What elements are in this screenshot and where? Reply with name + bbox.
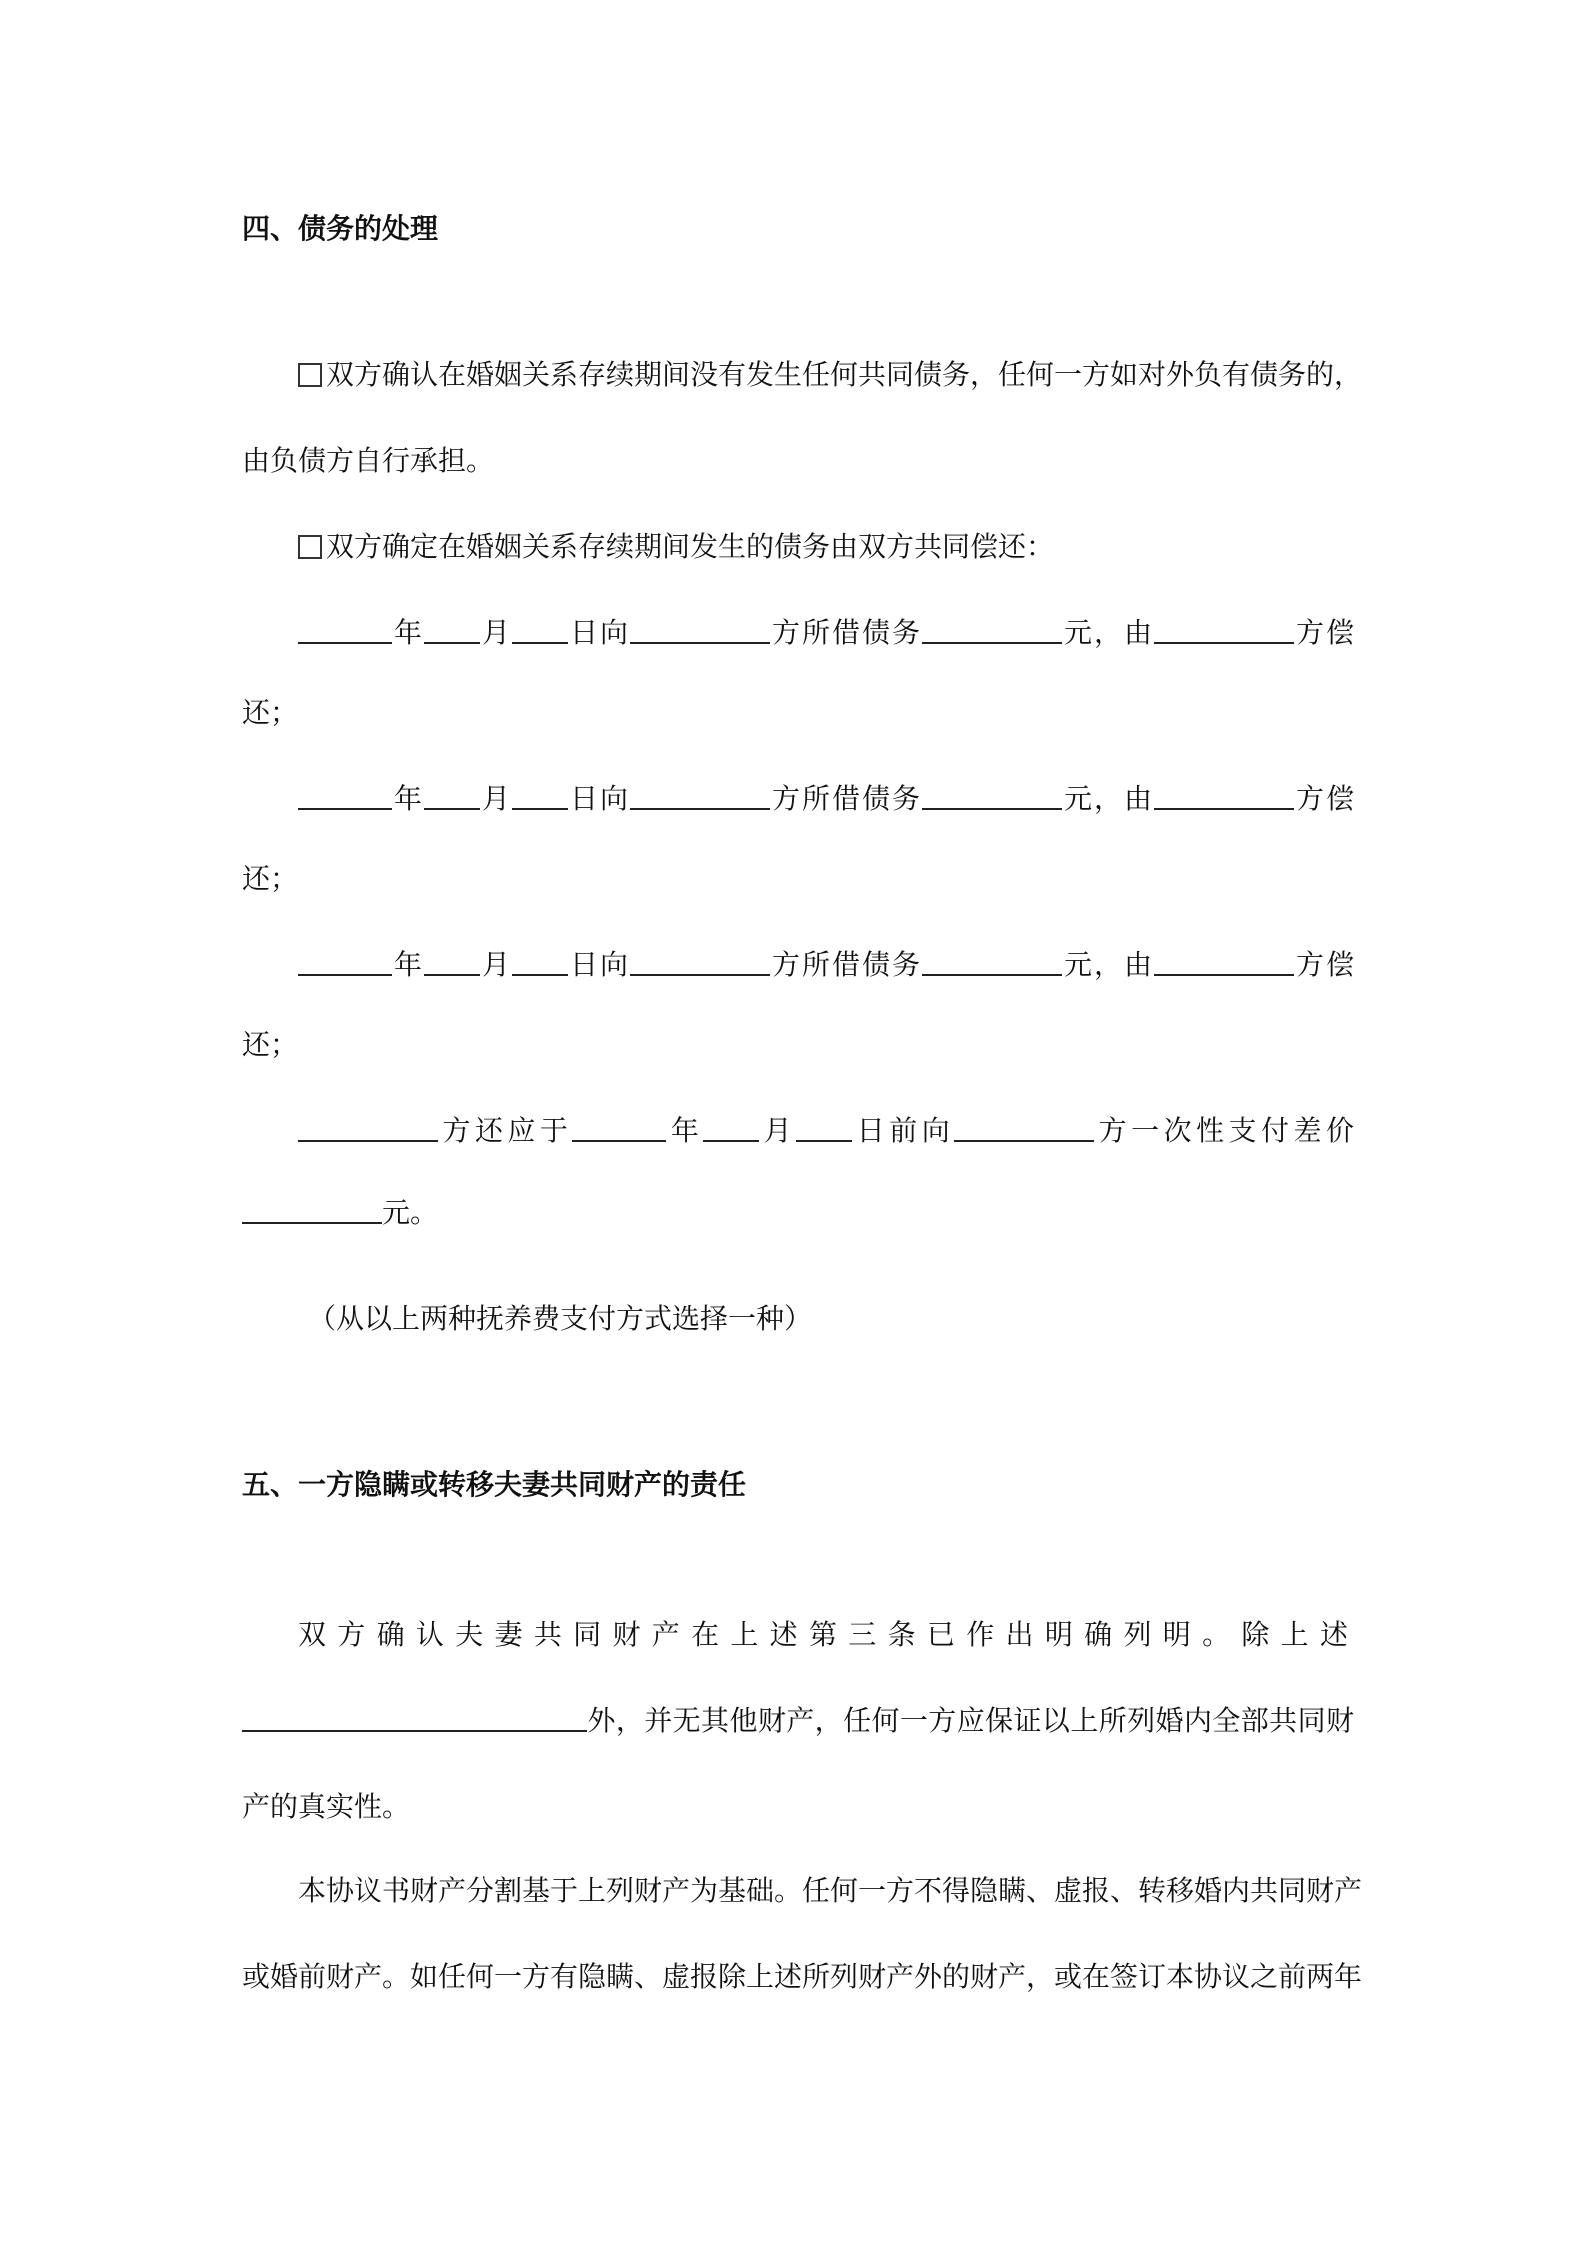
section-5-para-1-line-2: 外，并无其他财产，任何一方应保证以上所列婚内全部共同财 (242, 1701, 1354, 1741)
year-blank[interactable] (298, 780, 392, 810)
debt-option-2 (242, 527, 1354, 567)
day-blank[interactable] (512, 614, 568, 644)
debt-row-cont: 还； (242, 1028, 299, 1061)
checkbox-joint-debt[interactable] (298, 535, 322, 559)
section-5-heading: 五、一方隐瞒或转移夫妻共同财产的责任 (242, 1468, 747, 1501)
section-5-para-2-line-2: 或婚前财产。如任何一方有隐瞒、虚报除上述所列财产外的财产，或在签订本协议之前两年 (242, 1960, 1363, 1993)
payee-blank[interactable] (954, 1112, 1094, 1142)
repayer-blank[interactable] (1154, 614, 1294, 644)
amount-blank[interactable] (922, 614, 1062, 644)
difference-amount-blank[interactable] (242, 1194, 382, 1224)
debt-option-2-text: 双方确定在婚姻关系存续期间发生的债务由双方共同偿还： (326, 530, 1055, 563)
section-5-para-2: 本协议书财产分割基于上列财产为基础。任何一方不得隐瞒、虚报、转移婚内共同财产 (298, 1874, 1363, 1907)
payment-line: 方还应于 年 月 日前向 方一次性支付差价 (242, 1111, 1354, 1151)
debt-row: 年 月 日向 方所借债务 元，由 方偿 (242, 779, 1354, 819)
creditor-blank[interactable] (630, 780, 770, 810)
creditor-blank[interactable] (630, 946, 770, 976)
repayer-blank[interactable] (1154, 780, 1294, 810)
debt-option-1-cont: 由负债方自行承担。 (242, 444, 495, 477)
debt-row: 年 月 日向 方所借债务 元，由 方偿 (242, 945, 1354, 985)
day-blank[interactable] (796, 1112, 852, 1142)
debt-row-cont: 还； (242, 862, 299, 895)
debt-row: 年 月 日向 方所借债务 元，由 方偿 (242, 613, 1354, 653)
selection-note: （从以上两种抚养费支付方式选择一种） (308, 1302, 813, 1335)
creditor-blank[interactable] (630, 614, 770, 644)
year-blank[interactable] (298, 614, 392, 644)
debt-option-1-text: 双方确认在婚姻关系存续期间没有发生任何共同债务，任何一方如对外负有债务的， (326, 358, 1363, 391)
section-5-para-1-line-3: 产的真实性。 (242, 1790, 411, 1823)
repayer-blank[interactable] (1154, 946, 1294, 976)
day-blank[interactable] (512, 946, 568, 976)
payment-line-cont: 元。 (242, 1193, 1354, 1233)
month-blank[interactable] (424, 946, 480, 976)
debt-option-1 (242, 355, 1363, 395)
year-blank[interactable] (298, 946, 392, 976)
year-blank[interactable] (572, 1112, 666, 1142)
section-5-para-1: 双方确认夫妻共同财产在上述第三条已作出明确列明。除上述 (298, 1618, 1354, 1651)
other-property-blank[interactable] (242, 1702, 587, 1732)
month-blank[interactable] (424, 614, 480, 644)
section-4-heading: 四、债务的处理 (242, 212, 439, 245)
month-blank[interactable] (424, 780, 480, 810)
amount-blank[interactable] (922, 780, 1062, 810)
debt-row-cont: 还； (242, 696, 299, 729)
payer-blank[interactable] (298, 1112, 438, 1142)
checkbox-no-debt[interactable] (298, 363, 322, 387)
month-blank[interactable] (703, 1112, 759, 1142)
amount-blank[interactable] (922, 946, 1062, 976)
day-blank[interactable] (512, 780, 568, 810)
